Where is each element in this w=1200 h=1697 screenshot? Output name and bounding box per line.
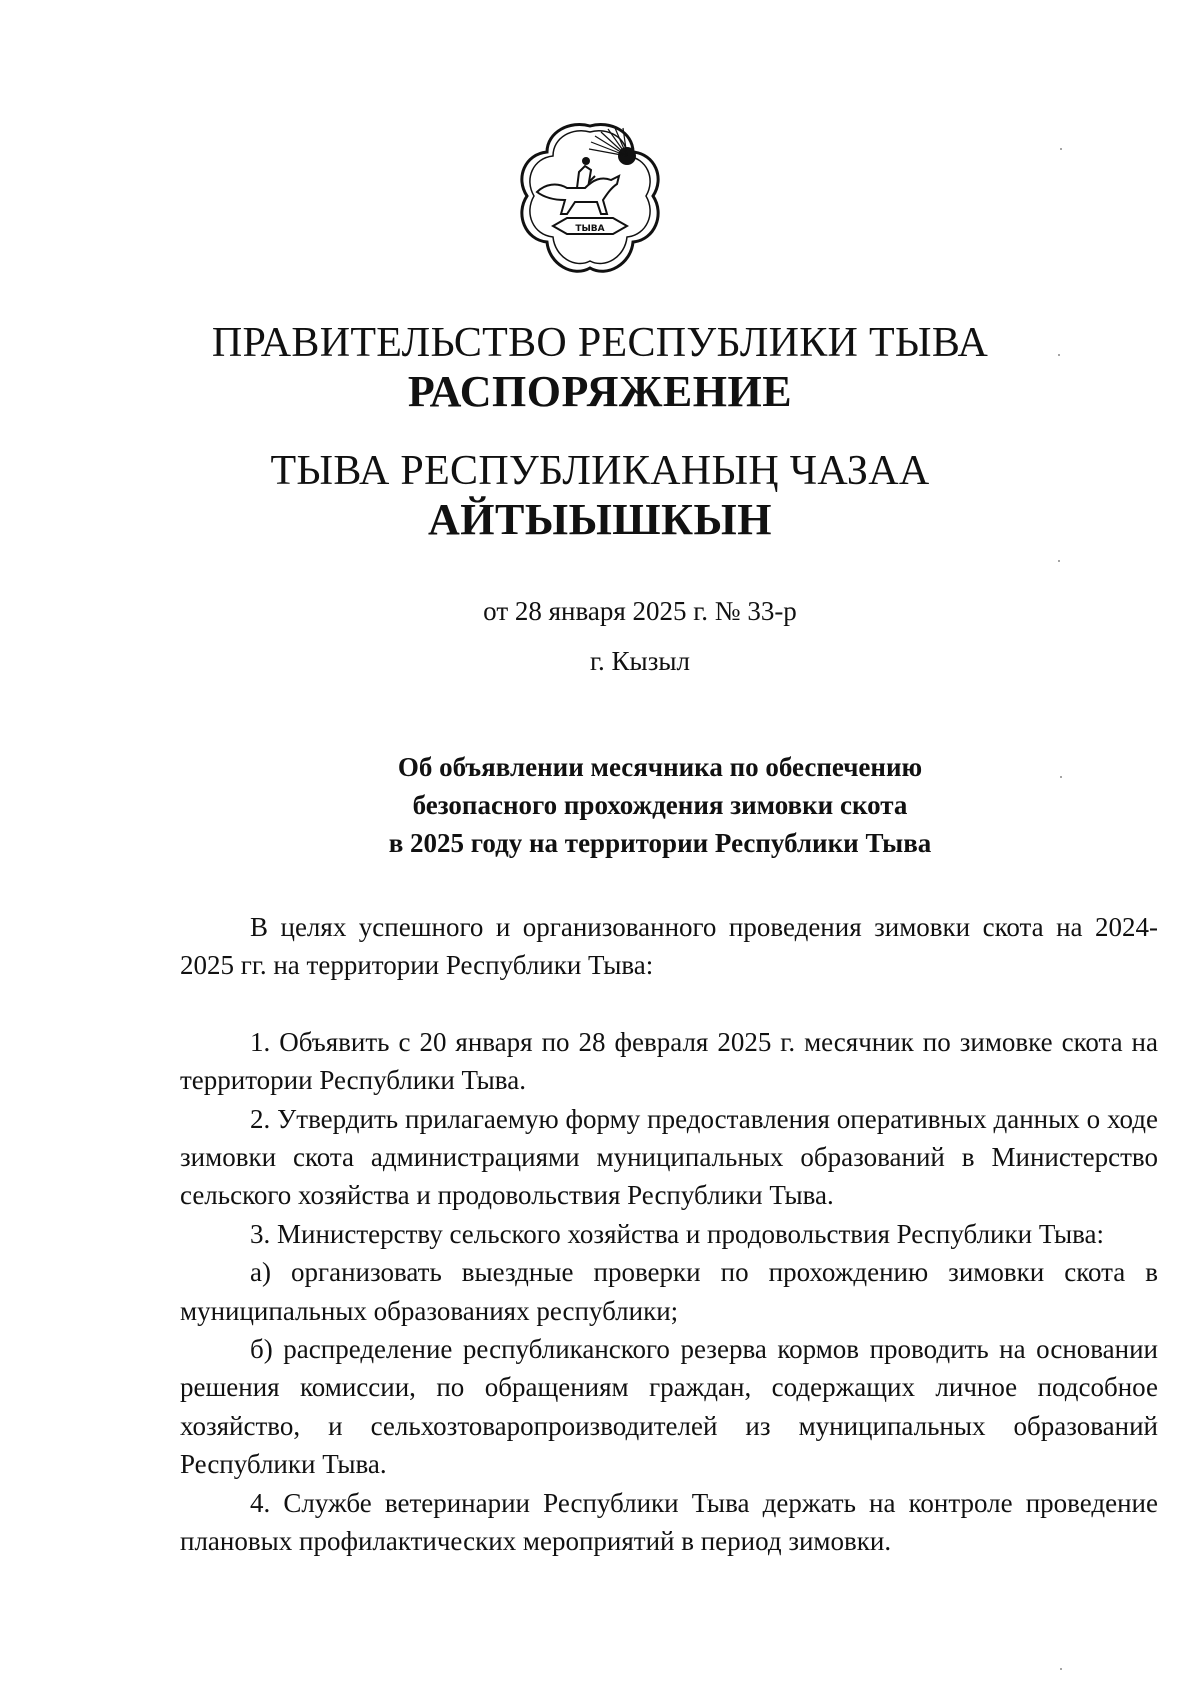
subject-line: безопасного прохождения зимовки скота — [412, 790, 908, 820]
scan-speck — [1060, 776, 1062, 778]
document-date-number: от 28 января 2025 г. № 33-р — [483, 596, 797, 626]
body-paragraph-preamble: В целях успешного и организованного проведения зимовки скота на 2024-2025 гг. на территории Республики Тыва: — [180, 912, 1158, 981]
body-paragraph-item-4: 4. Службе ветеринарии Республики Тыва держать на контроле проведение плановых профилактических мероприятий в период зимовки. — [180, 1487, 1158, 1557]
document-city: г. Кызыл — [590, 646, 690, 676]
tuva-coat-of-arms-icon — [515, 118, 665, 283]
subject-line: Об объявлении месячника по обеспечению — [397, 752, 923, 782]
scan-speck — [1058, 560, 1060, 562]
subject-line: в 2025 году на территории Республики Тыва — [388, 828, 932, 858]
body-paragraph-item-2: 2. Утвердить прилагаемую форму предоставления оперативных данных о ходе зимовки скота администрациями муниципальных образований в Министерство сельского хозяйства и продовольствия Республики Тыва. — [180, 1103, 1158, 1211]
scan-speck — [1058, 354, 1060, 356]
document-type-ru: РАСПОРЯЖЕНИЕ — [407, 367, 793, 416]
government-title-tyv: ТЫВА РЕСПУБЛИКАНЫҢ ЧАЗАА — [270, 448, 930, 494]
government-title-ru: ПРАВИТЕЛЬСТВО РЕСПУБЛИКИ ТЫВА — [211, 320, 989, 366]
scan-speck — [1060, 1668, 1062, 1670]
document-type-tyv: АЙТЫЫШКЫН — [428, 495, 772, 544]
body-paragraph-item-1: 1. Объявить с 20 января по 28 февраля 2025 г. месячник по зимовке скота на территории Республики Тыва. — [180, 1026, 1158, 1096]
svg-text:ТЫВА: ТЫВА — [575, 224, 605, 234]
document-body — [180, 908, 1158, 1561]
body-paragraph-item-3: 3. Министерству сельского хозяйства и продовольствия Республики Тыва: — [250, 1218, 1104, 1249]
document-subject — [300, 748, 1020, 862]
scan-speck — [1060, 148, 1062, 150]
body-paragraph-item-3b: б) распределение республиканского резерва кормов проводить на основании решения комиссии, по обращениям граждан, содержащих личное подсобное хозяйство, и сельхозтоваропроизводителей из муниципальных образований Республики Тыва. — [180, 1334, 1158, 1480]
body-paragraph-item-3a: а) организовать выездные проверки по прохождению зимовки скота в муниципальных образованиях республики; — [180, 1257, 1158, 1326]
